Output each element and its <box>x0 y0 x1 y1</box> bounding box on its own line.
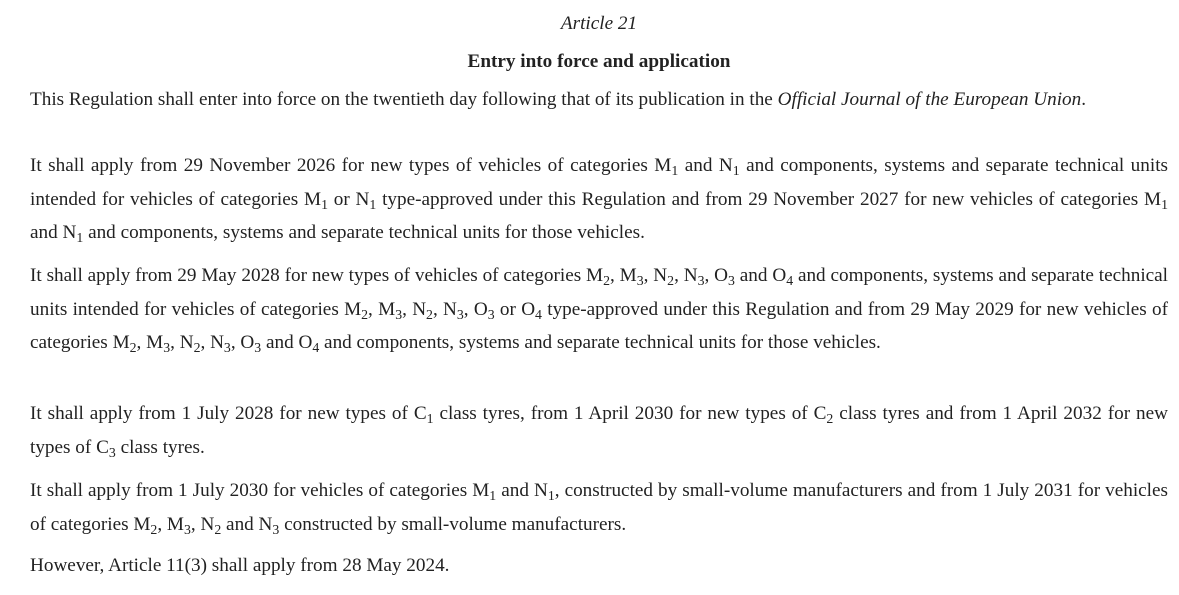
subscript-index: 3 <box>636 272 644 288</box>
subscript-index: 1 <box>1161 196 1168 212</box>
paragraph-text: This Regulation shall enter into force on the twentieth day following that of its publication in the <box>30 89 778 110</box>
subscript-index: 2 <box>214 521 222 537</box>
subscript-index: 4 <box>312 339 320 355</box>
subscript-index: 3 <box>487 306 495 322</box>
subscript-index: 1 <box>671 162 679 178</box>
subscript-index: 2 <box>426 306 433 322</box>
subscript-index: 2 <box>667 272 675 288</box>
subscript-index: 3 <box>456 306 464 322</box>
subscript-index: 2 <box>129 339 137 355</box>
paragraph-text-end: . <box>1081 89 1087 110</box>
subscript-index: 3 <box>183 521 191 537</box>
subscript-index: 2 <box>826 410 834 426</box>
subscript-index: 1 <box>426 410 434 426</box>
paragraph-application-m1-n1: It shall apply from 29 November 2026 for new types of vehicles of categories $M_1$ and $N_1$ and components, systems and separate technical units intended for vehicles of categories $M_1$ or $N_1$ type-approved under this Regulation and from 29 November 2027 for new vehicles of categories $M_1$ and $N_1$ and components, systems and separate technical units for those vehicles. <box>30 155 1168 245</box>
subscript-index: 2 <box>361 306 369 322</box>
paragraph-application-small-volume: It shall apply from 1 July 2030 for vehicles of categories $M_1$ and $N_1$, constructed by small-volume manufacturers and from 1 July 2031 for vehicles of categories $M_2$, $M_3$, $N_2$ and $N_3$ constructed by small-volume manufacturers. <box>30 480 1168 537</box>
subscript-index: 1 <box>732 162 740 178</box>
journal-reference: Official Journal of the European Union <box>777 89 1082 110</box>
subscript-index: 1 <box>369 196 377 212</box>
subscript-index: 4 <box>786 272 794 288</box>
subscript-index: 3 <box>254 339 262 355</box>
paragraph-application-tyres: It shall apply from 1 July 2028 for new types of $C_1$ class tyres, from 1 April 2030 for new types of $C_2$ class tyres and from 1 April 2032 for new types of $C_3$ class tyres. <box>30 403 1168 460</box>
subscript-index: 3 <box>697 272 705 288</box>
article-title: Entry into force and application <box>467 51 731 72</box>
subscript-index: 2 <box>603 272 611 288</box>
subscript-index: 3 <box>223 339 231 355</box>
subscript-index: 4 <box>535 306 542 322</box>
paragraph-entry-into-force <box>30 86 1168 113</box>
article-number: Article 21 <box>560 13 638 34</box>
subscript-index: 1 <box>547 487 555 503</box>
subscript-index: 3 <box>108 444 116 460</box>
subscript-index: 1 <box>489 487 497 503</box>
subscript-index: 3 <box>728 272 735 288</box>
subscript-index: 3 <box>395 306 403 322</box>
paragraph-application-m2-n3-o4: It shall apply from 29 May 2028 for new types of vehicles of categories $M_2$, $M_3$, $N_2$, $N_3$, $O_3$ and $O_4$ and components, systems and separate technical units intended for vehicles of categories $M_2$, $M_3$, $N_2$, $N_3$, $O_3$ or $O_4$ type-approved under this Regulation and from 29 May 2029 for new vehicles of categories $M_2$, $M_3$, $N_2$, $N_3$, $O_3$ and $O_4$ and components, systems and separate technical units for those vehicles. <box>30 265 1169 355</box>
subscript-index: 3 <box>163 339 171 355</box>
subscript-index: 1 <box>76 229 84 245</box>
subscript-index: 1 <box>321 196 328 212</box>
subscript-index: 2 <box>150 521 158 537</box>
subscript-index: 3 <box>272 521 280 537</box>
paragraph-article-11-exception: However, Article 11(3) shall apply from 28 May 2024. <box>30 555 450 576</box>
subscript-index: 2 <box>193 339 201 355</box>
